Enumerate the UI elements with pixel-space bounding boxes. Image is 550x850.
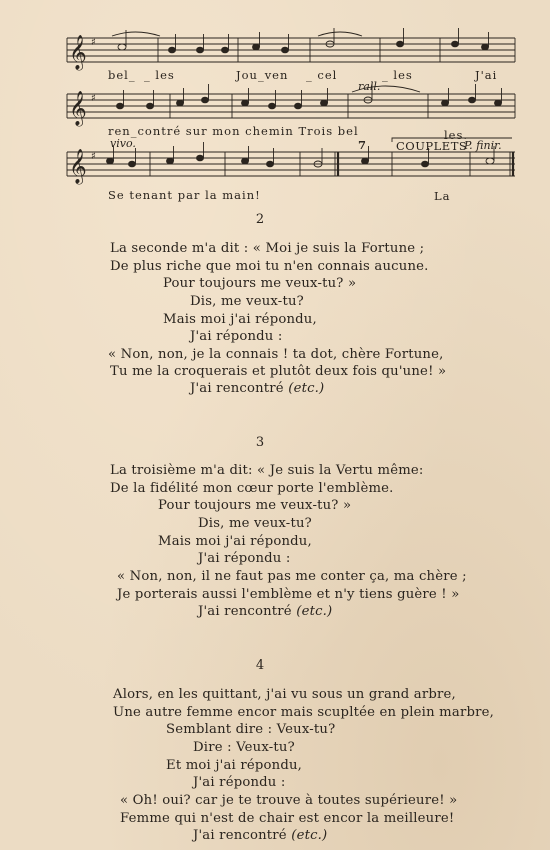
verse-line: Tu me la croquerais et plutôt deux fois qu'une! »	[110, 364, 447, 379]
rall-marking: rall.	[358, 80, 381, 93]
etc-marker: (etc.)	[288, 381, 325, 396]
verse-number: 4	[255, 658, 265, 673]
verse-line: Une autre femme encor mais scupltée en plein marbre,	[113, 705, 494, 720]
svg-text:♯: ♯	[91, 151, 96, 162]
verse-line: J'ai répondu :	[198, 551, 291, 566]
refrain-text: J'ai rencontré	[190, 381, 284, 396]
svg-text:𝄞: 𝄞	[69, 91, 87, 126]
verse-line: Et moi j'ai répondu,	[166, 758, 303, 773]
verse-line: J'ai répondu :	[190, 329, 283, 344]
verse-line: Alors, en les quittant, j'ai vu sous un grand arbre,	[113, 687, 456, 702]
p-finir-marking: P. finir.	[464, 139, 502, 152]
sheet-music	[0, 0, 550, 203]
verse-line: De plus riche que moi tu n'en connais aucune.	[110, 259, 429, 274]
verse-line: La troisième m'a dit: « Je suis la Vertu même:	[110, 463, 424, 478]
svg-text:♯: ♯	[91, 37, 96, 48]
verse-line: « Non, non, il ne faut pas me conter ça, ma chère ;	[117, 569, 467, 584]
svg-text:𝄞: 𝄞	[69, 149, 87, 184]
verse-line: Pour toujours me veux-tu? »	[158, 498, 352, 513]
verse-line: Dis, me veux-tu?	[198, 516, 312, 531]
verse-line: Femme qui n'est de chair est encor la meilleure!	[120, 811, 455, 826]
lyric-line-2: ren_contré sur mon chemin Trois bel	[108, 124, 359, 138]
verse-line: Semblant dire : Veux-tu?	[166, 722, 336, 737]
lyric-syllable: Jou_ven	[236, 68, 289, 82]
lyric-syllable: bel_	[108, 68, 136, 82]
couplets-label: COUPLETS	[396, 139, 468, 153]
verse-line: Je porterais aussi l'emblème et n'y tiens guère ! »	[117, 587, 460, 602]
verse-line: La seconde m'a dit : « Moi je suis la Fortune ;	[110, 241, 425, 256]
svg-text:𝄞: 𝄞	[69, 35, 87, 70]
lyric-line-3: Se tenant par la main!	[108, 188, 261, 202]
verse-line: Pour toujours me veux-tu? »	[163, 276, 357, 291]
verse-line: J'ai répondu :	[193, 775, 286, 790]
verse-number: 2	[255, 212, 265, 227]
lyric-syllable: _ les	[382, 68, 413, 82]
refrain-text: J'ai rencontré	[193, 828, 287, 843]
verse-line: Dire : Veux-tu?	[193, 740, 295, 755]
lyric-syllable: La	[434, 189, 451, 203]
svg-text:♯: ♯	[91, 93, 96, 104]
lyric-syllable: J'ai	[475, 68, 498, 82]
refrain-line	[193, 828, 327, 843]
verse-line: Mais moi j'ai répondu,	[163, 312, 317, 327]
verse-line: De la fidélité mon cœur porte l'emblème.	[110, 481, 394, 496]
vivo-marking: vivo.	[110, 137, 136, 150]
refrain-line	[190, 381, 324, 396]
lyric-syllable: _ les	[144, 68, 175, 82]
refrain-text: J'ai rencontré	[198, 604, 292, 619]
verse-line: « Oh! oui? car je te trouve à toutes supérieure! »	[120, 793, 458, 808]
music-staff-3	[0, 144, 550, 204]
verse-number: 3	[255, 435, 265, 450]
lyric-syllable: les.	[444, 128, 469, 142]
etc-marker: (etc.)	[291, 828, 328, 843]
verse-line: Mais moi j'ai répondu,	[158, 534, 312, 549]
refrain-line	[198, 604, 332, 619]
verse-line: « Non, non, je la connais ! ta dot, chère Fortune,	[108, 347, 444, 362]
etc-marker: (etc.)	[296, 604, 333, 619]
couplet-number: 7	[358, 138, 367, 152]
verse-line: Dis, me veux-tu?	[190, 294, 304, 309]
lyric-syllable: _ cel	[306, 68, 338, 82]
